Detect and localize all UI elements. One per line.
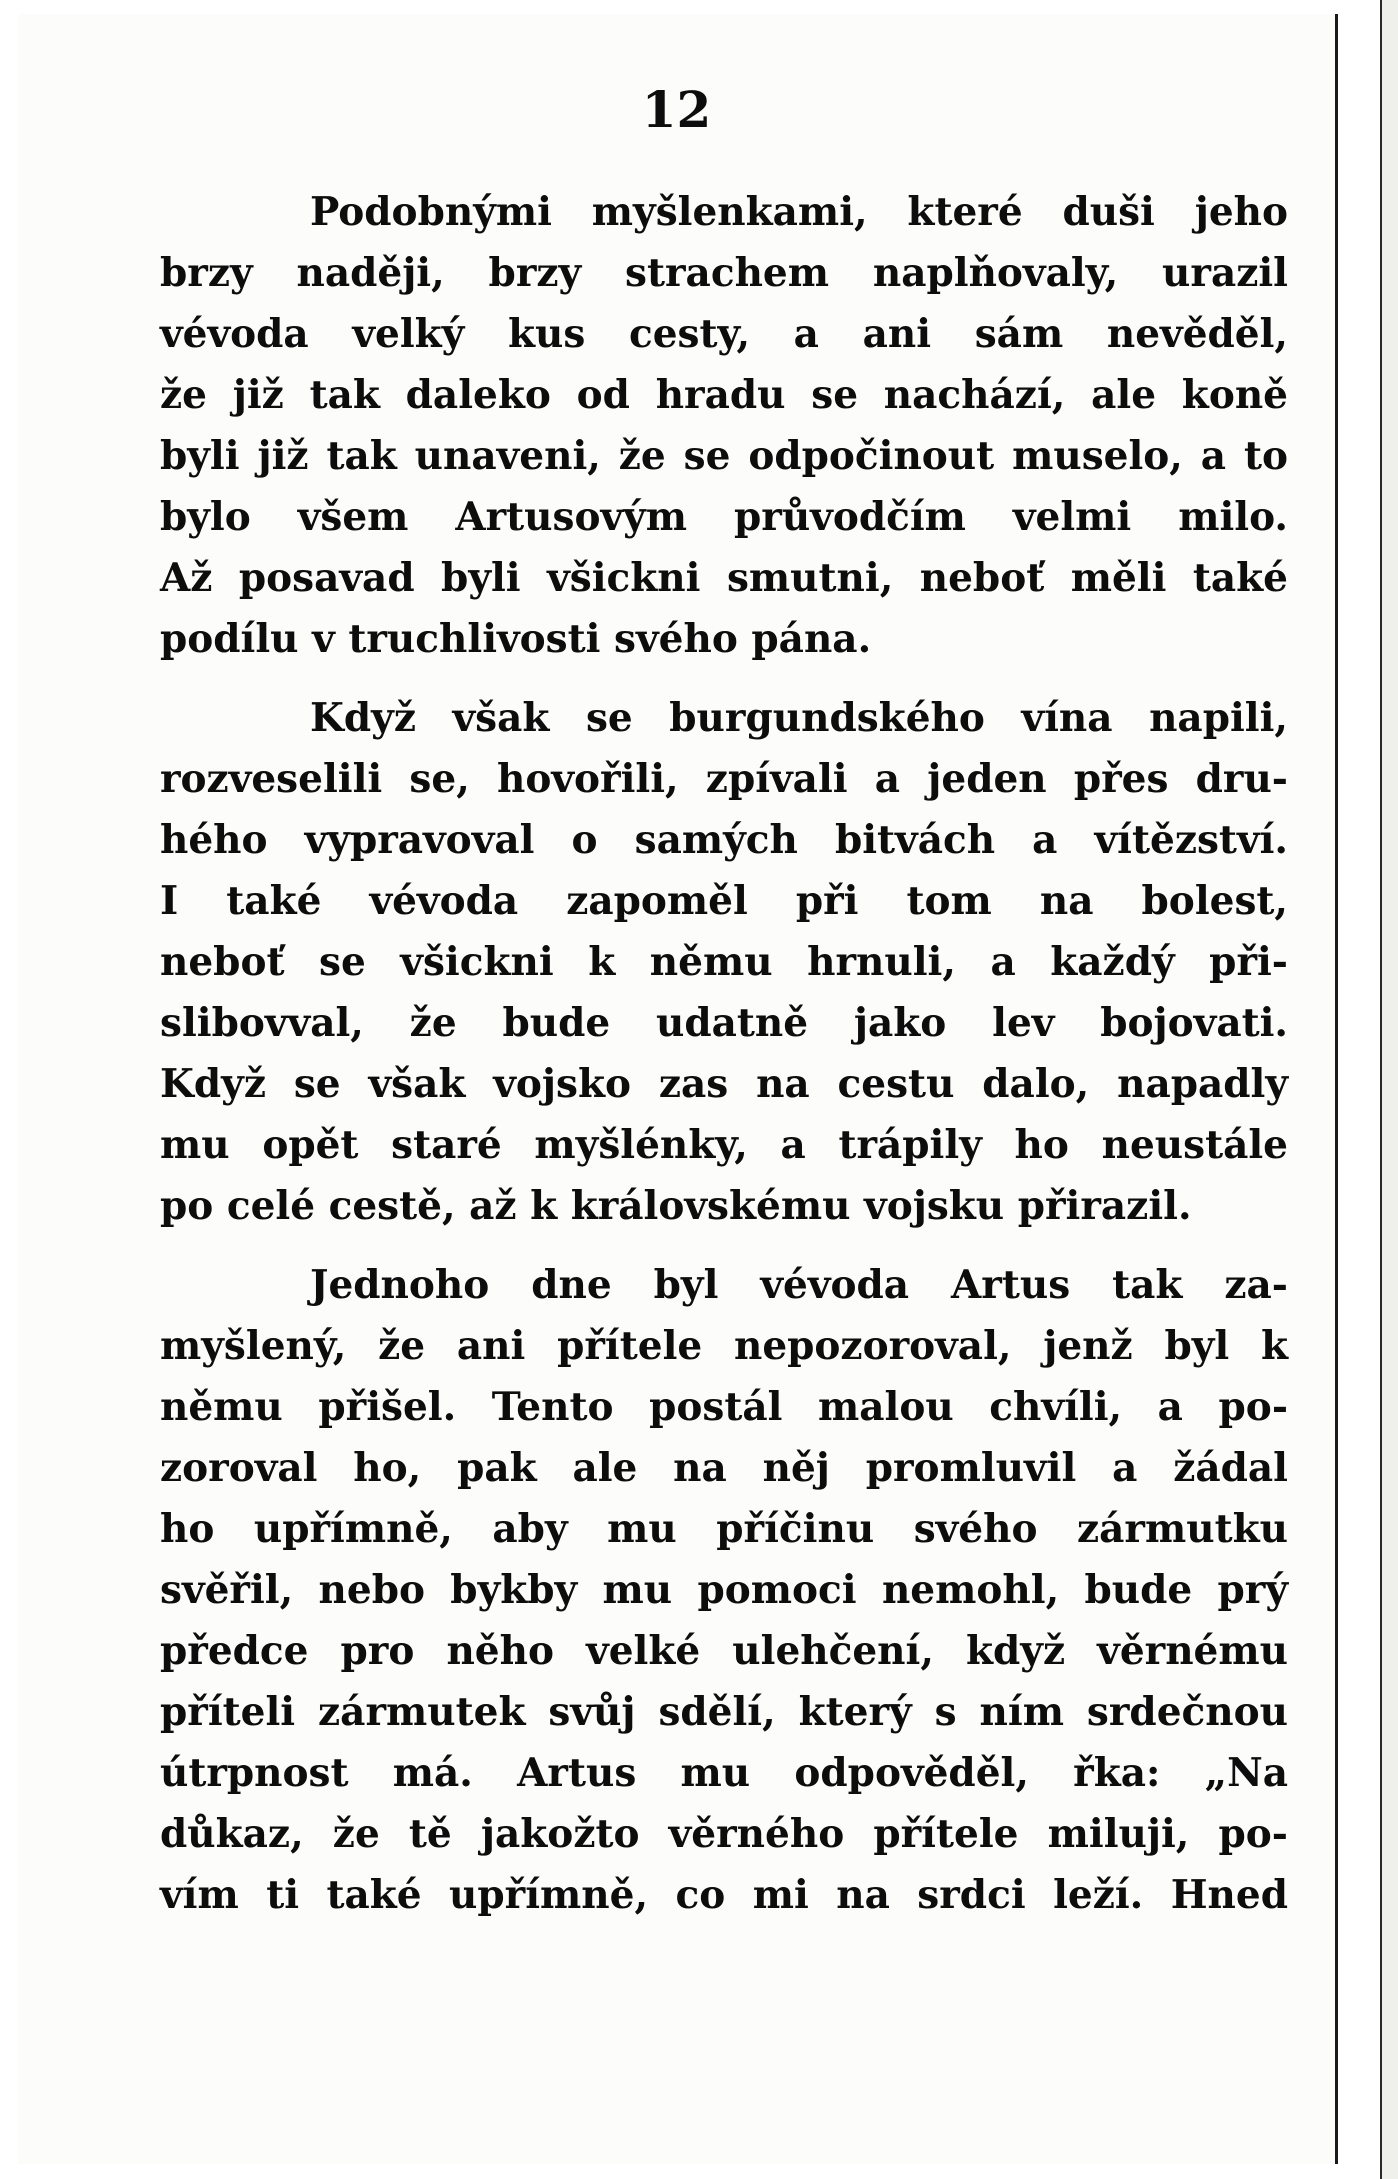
paragraph-3 <box>160 1255 1288 1926</box>
text-line: zoroval ho, pak ale na něj promluvil a žádal <box>160 1445 1288 1491</box>
body-text <box>160 182 1288 1926</box>
text-line: vím ti také upřímně, co mi na srdci leží. Hned <box>160 1872 1288 1918</box>
text-line: Jednoho dne byl vévoda Artus tak za- <box>310 1262 1288 1308</box>
text-line: ho upřímně, aby mu příčinu svého zármutku <box>160 1506 1288 1552</box>
text-line: mu opět staré myšlénky, a trápily ho neustále <box>160 1122 1288 1168</box>
text-line: Když však se burgundského vína napili, <box>310 695 1288 741</box>
text-line: Když se však vojsko zas na cestu dalo, napadly <box>160 1061 1288 1107</box>
text-line: svěřil, nebo bykby mu pomoci nemohl, bude prý <box>160 1567 1288 1613</box>
text-line: Podobnými myšlenkami, které duši jeho <box>310 189 1288 235</box>
text-line: byli již tak unaveni, že se odpočinout muselo, a to <box>160 433 1288 479</box>
text-line: že již tak daleko od hradu se nachází, ale koně <box>160 372 1288 418</box>
text-line: hého vypravoval o samých bitvách a vítězství. <box>160 817 1288 863</box>
text-line: myšlený, že ani přítele nepozoroval, jenž byl k <box>160 1323 1288 1369</box>
text-line: předce pro něho velké ulehčení, když věrnému <box>160 1628 1288 1674</box>
text-line: útrpnost má. Artus mu odpověděl, řka: „Na <box>160 1750 1288 1796</box>
text-line: příteli zármutek svůj sdělí, který s ním srdečnou <box>160 1689 1288 1735</box>
paragraph-2 <box>160 688 1288 1237</box>
text-line: vévoda velký kus cesty, a ani sám nevěděl, <box>160 311 1288 357</box>
text-line: brzy naději, brzy strachem naplňovaly, urazil <box>160 250 1288 296</box>
adjacent-page-edge <box>1380 0 1398 2179</box>
text-line: Až posavad byli všickni smutni, neboť měli také <box>160 555 1288 601</box>
text-line: němu přišel. Tento postál malou chvíli, a po- <box>160 1384 1288 1430</box>
book-page <box>18 14 1338 2164</box>
text-line: I také vévoda zapoměl při tom na bolest, <box>160 878 1288 924</box>
text-line: slibovval, že bude udatně jako lev bojovati. <box>160 1000 1288 1046</box>
text-line: rozveselili se, hovořili, zpívali a jeden přes dru- <box>160 756 1288 802</box>
text-line: po celé cestě, až k královskému vojsku přirazil. <box>160 1183 1192 1229</box>
text-line: důkaz, že tě jakožto věrného přítele miluji, po- <box>160 1811 1288 1857</box>
text-line: bylo všem Artusovým průvodčím velmi milo. <box>160 494 1288 540</box>
page-number: 12 <box>641 80 712 139</box>
text-line: podílu v truchlivosti svého pána. <box>160 616 872 662</box>
paragraph-1 <box>160 182 1288 670</box>
text-line: neboť se všickni k němu hrnuli, a každý při- <box>160 939 1288 985</box>
